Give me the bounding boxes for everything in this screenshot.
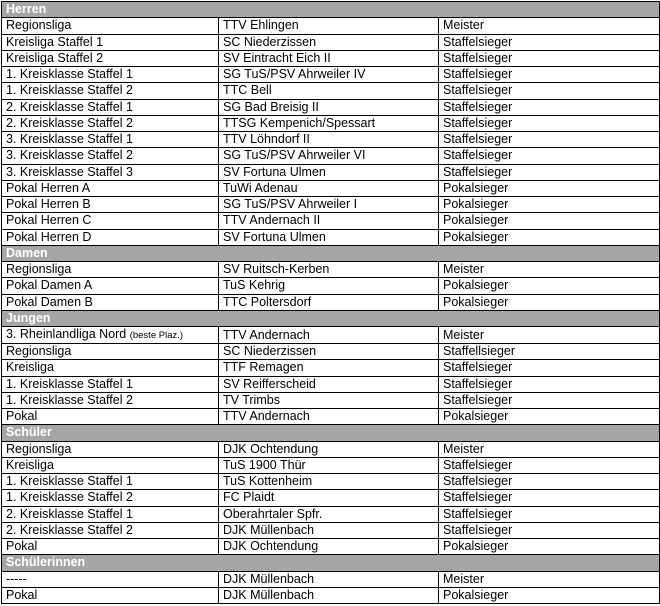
league-cell: [2, 457, 219, 473]
table-row: [2, 571, 660, 587]
club-text: TTV Andernach II: [223, 213, 321, 228]
club-text: SV Eintracht Eich II: [223, 50, 331, 65]
section-header: [2, 555, 660, 571]
table-row: [2, 441, 660, 457]
title-text: Meister: [443, 18, 484, 33]
club-text: SV Fortuna Ulmen: [223, 229, 326, 244]
table-row: [2, 197, 660, 213]
league-text: Regionsliga: [6, 18, 72, 33]
table-row: [2, 262, 660, 278]
title-cell: [439, 99, 660, 115]
section-title: Damen: [2, 245, 660, 261]
league-text: 1. Kreisklasse Staffel 1: [6, 474, 133, 489]
league-cell: [2, 474, 219, 490]
table-row: [2, 539, 660, 555]
table-row: [2, 522, 660, 538]
club-cell: [219, 229, 439, 245]
league-text: Kreisliga: [6, 360, 54, 375]
title-cell: [439, 360, 660, 376]
table-row: [2, 213, 660, 229]
league-cell: [2, 294, 219, 310]
league-text: Pokal Damen A: [6, 278, 93, 293]
league-cell: [2, 213, 219, 229]
table-row: [2, 132, 660, 148]
title-cell: [439, 229, 660, 245]
club-text: SG TuS/PSV Ahrweiler IV: [223, 67, 366, 82]
club-cell: [219, 409, 439, 425]
club-cell: [219, 327, 439, 344]
club-cell: [219, 522, 439, 538]
table-row: [2, 392, 660, 408]
club-text: DJK Ochtendung: [223, 441, 319, 456]
league-cell: [2, 262, 219, 278]
league-text: Pokal Herren C: [6, 213, 92, 228]
title-cell: [439, 409, 660, 425]
title-cell: [439, 18, 660, 34]
league-text: Pokal: [6, 539, 38, 554]
club-text: TTC Bell: [223, 83, 272, 98]
title-cell: [439, 474, 660, 490]
title-text: Meister: [443, 327, 484, 342]
table-row: [2, 278, 660, 294]
club-cell: [219, 539, 439, 555]
league-cell: [2, 360, 219, 376]
title-cell: [439, 294, 660, 310]
club-text: SG Bad Breisig II: [223, 99, 319, 114]
league-text: 1. Kreisklasse Staffel 1: [6, 67, 133, 82]
league-cell: [2, 376, 219, 392]
league-cell: [2, 180, 219, 196]
table-row: [2, 18, 660, 34]
table-row: [2, 50, 660, 66]
section-header: [2, 2, 660, 18]
club-text: TTF Remagen: [223, 360, 304, 375]
title-cell: [439, 278, 660, 294]
league-cell: [2, 327, 219, 344]
results-table: [1, 1, 660, 604]
table-row: [2, 99, 660, 115]
league-text: 1. Kreisklasse Staffel 2: [6, 490, 133, 505]
club-cell: [219, 67, 439, 83]
title-cell: [439, 571, 660, 587]
table-row: [2, 344, 660, 360]
league-cell: [2, 18, 219, 34]
table-row: [2, 376, 660, 392]
league-cell: [2, 506, 219, 522]
club-text: TuS 1900 Thür: [223, 457, 306, 472]
league-cell: [2, 99, 219, 115]
league-cell: [2, 441, 219, 457]
club-cell: [219, 344, 439, 360]
league-text: 2. Kreisklasse Staffel 2: [6, 522, 133, 537]
table-row: [2, 115, 660, 131]
title-text: Staffelsieger: [443, 34, 513, 49]
title-text: Meister: [443, 571, 484, 586]
title-text: Staffelsieger: [443, 506, 513, 521]
league-cell: [2, 132, 219, 148]
results-table-body: [2, 2, 660, 604]
club-text: TuWi Adenau: [223, 180, 298, 195]
title-text: Meister: [443, 262, 484, 277]
title-cell: [439, 262, 660, 278]
league-cell: [2, 278, 219, 294]
title-cell: [439, 132, 660, 148]
league-cell: [2, 539, 219, 555]
title-cell: [439, 213, 660, 229]
table-row: [2, 180, 660, 196]
club-cell: [219, 474, 439, 490]
title-text: Pokalsieger: [443, 229, 509, 244]
league-text: Pokal Herren A: [6, 180, 91, 195]
title-cell: [439, 457, 660, 473]
title-cell: [439, 50, 660, 66]
table-row: [2, 506, 660, 522]
club-cell: [219, 50, 439, 66]
club-cell: [219, 148, 439, 164]
title-cell: [439, 115, 660, 131]
club-cell: [219, 164, 439, 180]
club-cell: [219, 360, 439, 376]
section-title: Herren: [2, 2, 660, 18]
placement-note: (beste Plaz.): [129, 330, 184, 341]
club-cell: [219, 278, 439, 294]
league-cell: [2, 587, 219, 603]
league-cell: [2, 229, 219, 245]
title-text: Staffelsieger: [443, 115, 513, 130]
club-cell: [219, 99, 439, 115]
league-text: 2. Kreisklasse Staffel 1: [6, 99, 133, 114]
club-cell: [219, 34, 439, 50]
club-text: SC Niederzissen: [223, 344, 317, 359]
table-row: [2, 457, 660, 473]
section-title: Jungen: [2, 310, 660, 326]
league-text: 3. Kreisklasse Staffel 1: [6, 132, 133, 147]
club-cell: [219, 115, 439, 131]
table-row: [2, 67, 660, 83]
title-text: Pokalsieger: [443, 294, 509, 309]
league-text: Regionsliga: [6, 441, 72, 456]
title-cell: [439, 34, 660, 50]
title-cell: [439, 392, 660, 408]
club-cell: [219, 180, 439, 196]
club-text: SG TuS/PSV Ahrweiler VI: [223, 148, 366, 163]
club-text: TTV Andernach: [223, 327, 310, 342]
section-header: [2, 425, 660, 441]
league-cell: [2, 34, 219, 50]
league-cell: [2, 67, 219, 83]
title-cell: [439, 67, 660, 83]
section-title: Schüler: [2, 425, 660, 441]
club-text: SV Ruitsch-Kerben: [223, 262, 330, 277]
club-text: DJK Müllenbach: [223, 571, 315, 586]
title-text: Staffelsieger: [443, 132, 513, 147]
title-text: Staffelsieger: [443, 490, 513, 505]
club-text: DJK Müllenbach: [223, 587, 315, 602]
title-cell: [439, 344, 660, 360]
club-text: TuS Kottenheim: [223, 474, 313, 489]
league-text: Pokal: [6, 409, 38, 424]
section-header: [2, 245, 660, 261]
title-cell: [439, 587, 660, 603]
club-cell: [219, 213, 439, 229]
title-text: Pokalsieger: [443, 180, 509, 195]
league-cell: [2, 197, 219, 213]
table-row: [2, 360, 660, 376]
league-text: Pokal: [6, 587, 38, 602]
league-text: Kreisliga Staffel 2: [6, 50, 104, 65]
club-cell: [219, 441, 439, 457]
title-text: Staffelsieger: [443, 474, 513, 489]
club-text: TTV Ehlingen: [223, 18, 299, 33]
title-text: Staffelsieger: [443, 457, 513, 472]
league-cell: [2, 83, 219, 99]
club-cell: [219, 83, 439, 99]
title-text: Staffelsieger: [443, 148, 513, 163]
league-text: 3. Kreisklasse Staffel 2: [6, 148, 133, 163]
title-text: Pokalsieger: [443, 213, 509, 228]
table-row: [2, 474, 660, 490]
club-text: Oberahrtaler Spfr.: [223, 506, 323, 521]
title-text: Staffelsieger: [443, 360, 513, 375]
title-text: Staffelsieger: [443, 392, 513, 407]
title-text: Meister: [443, 441, 484, 456]
club-cell: [219, 506, 439, 522]
club-text: DJK Müllenbach: [223, 522, 315, 537]
league-text: 1. Kreisklasse Staffel 2: [6, 392, 133, 407]
title-text: Staffelsieger: [443, 99, 513, 114]
title-text: Staffelsieger: [443, 50, 513, 65]
title-text: Staffellsieger: [443, 344, 516, 359]
table-row: [2, 327, 660, 344]
club-cell: [219, 376, 439, 392]
title-text: Staffelsieger: [443, 164, 513, 179]
table-row: [2, 294, 660, 310]
league-text: 2. Kreisklasse Staffel 1: [6, 506, 133, 521]
title-cell: [439, 148, 660, 164]
club-cell: [219, 18, 439, 34]
league-cell: [2, 409, 219, 425]
table-row: [2, 409, 660, 425]
league-cell: [2, 392, 219, 408]
league-text: Kreisliga: [6, 457, 54, 472]
league-cell: [2, 164, 219, 180]
club-text: TTV Andernach: [223, 409, 310, 424]
title-text: Pokalsieger: [443, 197, 509, 212]
club-cell: [219, 294, 439, 310]
league-text: Kreisliga Staffel 1: [6, 34, 104, 49]
club-cell: [219, 392, 439, 408]
league-text: 3. Kreisklasse Staffel 3: [6, 164, 133, 179]
league-cell: [2, 148, 219, 164]
title-cell: [439, 506, 660, 522]
title-cell: [439, 539, 660, 555]
league-cell: [2, 344, 219, 360]
club-text: SG TuS/PSV Ahrweiler I: [223, 197, 358, 212]
league-cell: [2, 490, 219, 506]
title-cell: [439, 180, 660, 196]
league-cell: [2, 571, 219, 587]
league-text: Pokal Herren B: [6, 197, 91, 212]
club-text: DJK Ochtendung: [223, 539, 319, 554]
club-text: SV Fortuna Ulmen: [223, 164, 326, 179]
league-text: Regionsliga: [6, 344, 72, 359]
title-text: Staffelsieger: [443, 83, 513, 98]
club-cell: [219, 262, 439, 278]
club-text: SC Niederzissen: [223, 34, 317, 49]
league-cell: [2, 50, 219, 66]
title-text: Pokalsieger: [443, 587, 509, 602]
club-text: SV Reifferscheid: [223, 376, 316, 391]
section-title: Schülerinnen: [2, 555, 660, 571]
title-cell: [439, 164, 660, 180]
title-cell: [439, 522, 660, 538]
title-text: Pokalsieger: [443, 278, 509, 293]
club-cell: [219, 197, 439, 213]
club-text: FC Plaidt: [223, 490, 275, 505]
title-cell: [439, 490, 660, 506]
section-header: [2, 310, 660, 326]
table-row: [2, 490, 660, 506]
title-text: Pokalsieger: [443, 409, 509, 424]
table-row: [2, 164, 660, 180]
title-cell: [439, 327, 660, 344]
title-text: Pokalsieger: [443, 539, 509, 554]
title-cell: [439, 376, 660, 392]
league-cell: [2, 115, 219, 131]
table-row: [2, 229, 660, 245]
league-text: Pokal Damen B: [6, 294, 93, 309]
club-text: TTC Poltersdorf: [223, 294, 312, 309]
table-row: [2, 148, 660, 164]
league-text: 2. Kreisklasse Staffel 2: [6, 115, 133, 130]
league-text: Pokal Herren D: [6, 229, 92, 244]
title-cell: [439, 83, 660, 99]
league-text: Regionsliga: [6, 262, 72, 277]
club-text: TuS Kehrig: [223, 278, 286, 293]
league-text: 3. Rheinlandliga Nord: [6, 327, 127, 341]
table-row: [2, 587, 660, 603]
title-text: Staffelsieger: [443, 67, 513, 82]
club-cell: [219, 132, 439, 148]
club-cell: [219, 571, 439, 587]
table-row: [2, 34, 660, 50]
title-cell: [439, 197, 660, 213]
club-text: TV Trimbs: [223, 392, 280, 407]
title-text: Staffelsieger: [443, 522, 513, 537]
club-cell: [219, 587, 439, 603]
league-text: -----: [6, 571, 27, 586]
table-row: [2, 83, 660, 99]
club-text: TTV Löhndorf II: [223, 132, 310, 147]
league-text: 1. Kreisklasse Staffel 2: [6, 83, 133, 98]
title-text: Staffelsieger: [443, 376, 513, 391]
league-cell: [2, 522, 219, 538]
title-cell: [439, 441, 660, 457]
club-cell: [219, 457, 439, 473]
club-cell: [219, 490, 439, 506]
club-text: TTSG Kempenich/Spessart: [223, 115, 376, 130]
league-text: 1. Kreisklasse Staffel 1: [6, 376, 133, 391]
